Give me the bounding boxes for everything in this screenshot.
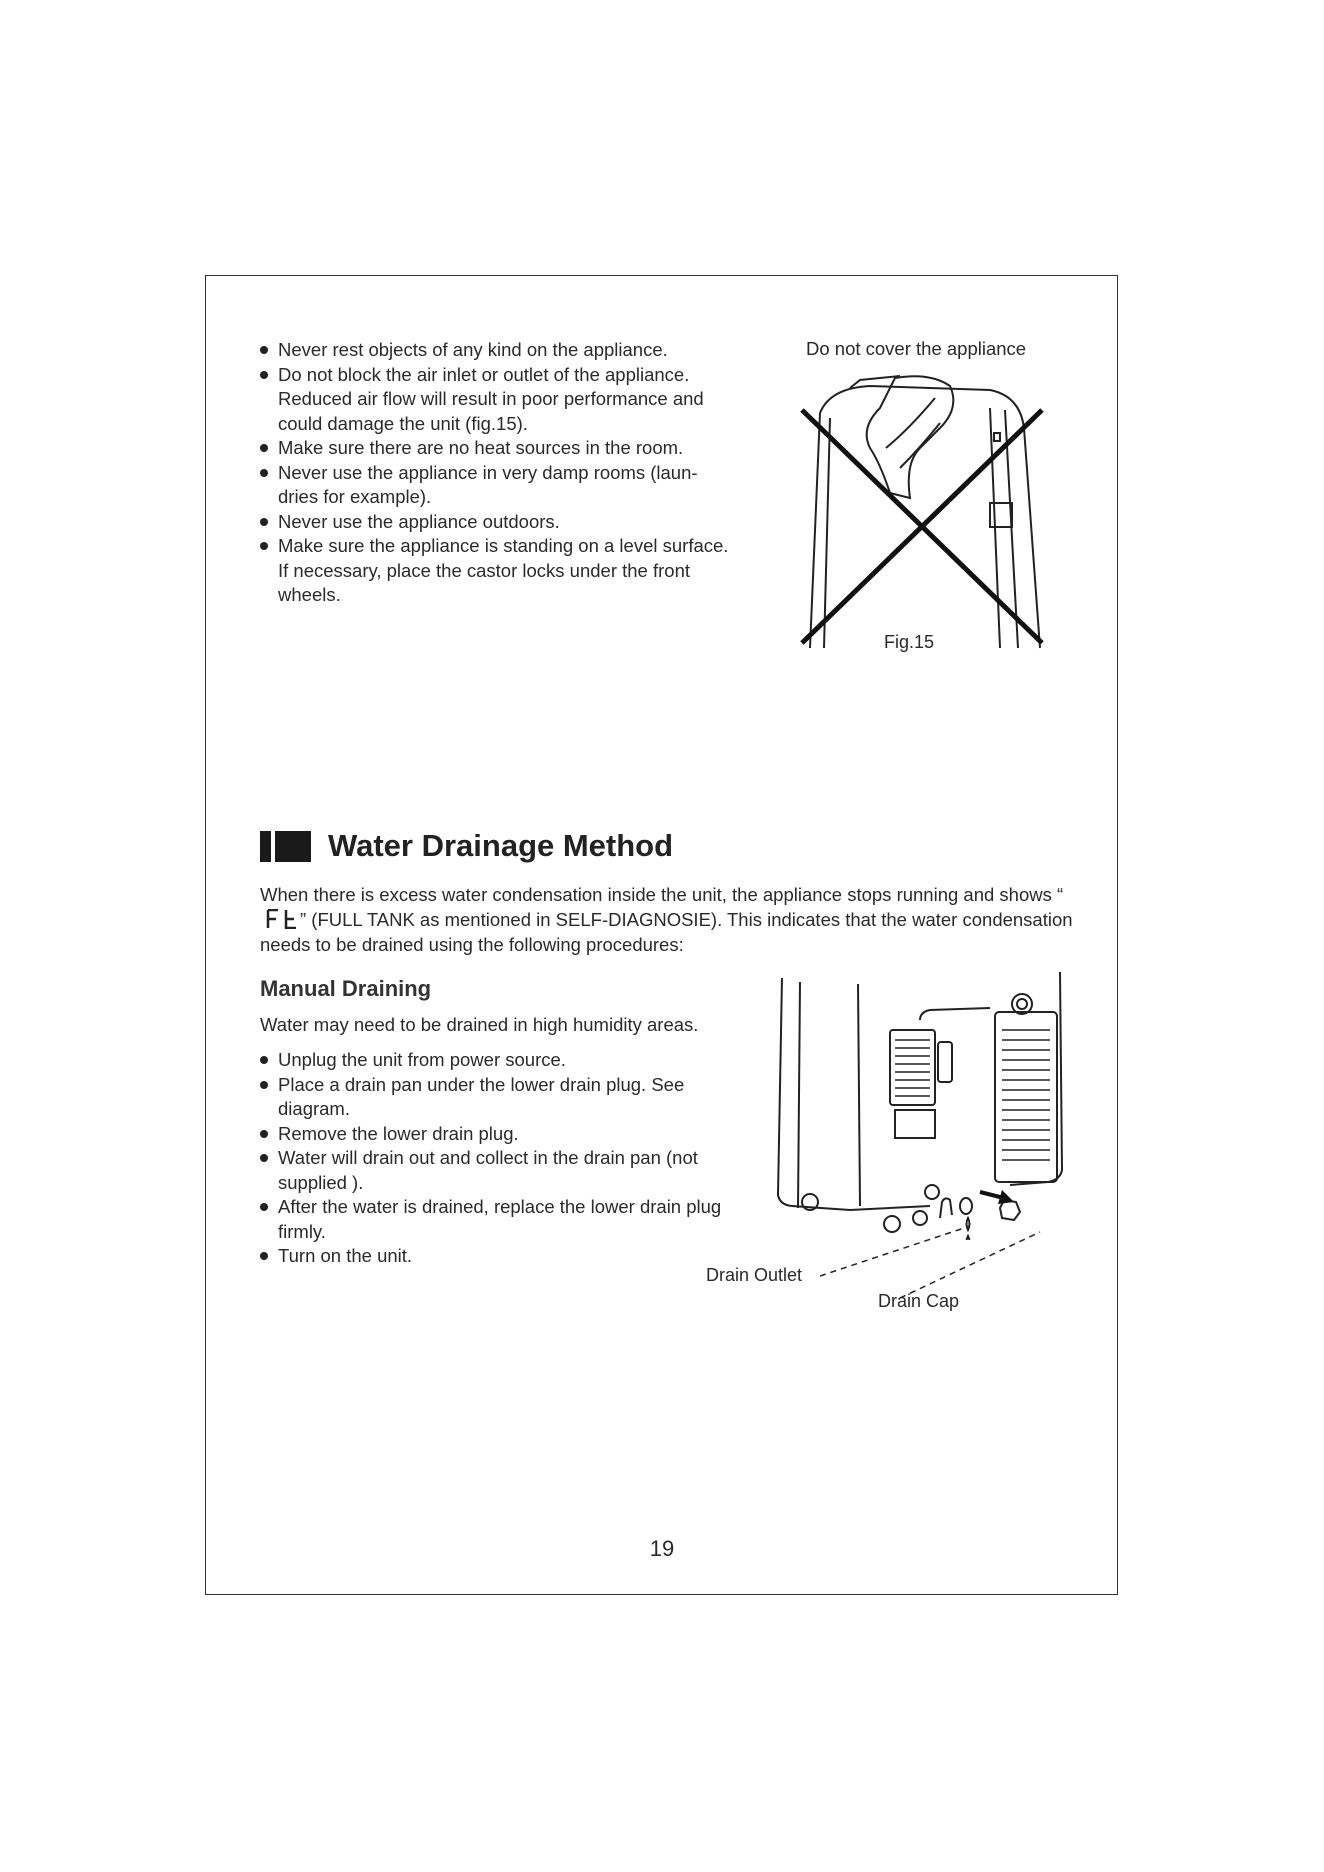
drain-outlet-label: Drain Outlet <box>706 1265 803 1285</box>
list-item: Never use the appliance in very damp rooms (laun-dries for example). <box>260 461 730 510</box>
manual-intro: Water may need to be drained in high humidity areas. <box>260 1014 699 1035</box>
figure15-caption: Do not cover the appliance <box>806 338 1027 359</box>
list-item: Do not block the air inlet or outlet of the appliance. Reduced air flow will result in poor performance and could damage the unit (fig.15). <box>260 363 730 437</box>
heading-marker <box>260 831 271 862</box>
precautions-list <box>260 338 730 608</box>
intro-text-part2: ” (FULL TANK as mentioned in SELF-DIAGNOSIE). This indicates that the water condensation needs to be drained using the following procedures: <box>260 909 1073 955</box>
draining-steps-list <box>260 1048 730 1269</box>
section-intro <box>260 882 1080 957</box>
list-item: Make sure the appliance is standing on a level surface. If necessary, place the castor locks under the front wheels. <box>260 534 730 608</box>
list-item: Unplug the unit from power source. <box>260 1048 730 1073</box>
section-title: Water Drainage Method <box>328 828 674 863</box>
callout-leader-lines <box>820 1220 1060 1300</box>
list-item: Place a drain pan under the lower drain plug. See diagram. <box>260 1073 730 1122</box>
full-tank-display-icon <box>260 909 300 929</box>
list-item: Never use the appliance outdoors. <box>260 510 730 535</box>
covered-appliance-illustration <box>790 368 1050 658</box>
subsection-title: Manual Draining <box>260 976 432 1001</box>
drain-outlet-illustration <box>770 970 1080 1240</box>
list-item: Turn on the unit. <box>260 1244 730 1269</box>
list-item: Make sure there are no heat sources in the room. <box>260 436 730 461</box>
list-item: Remove the lower drain plug. <box>260 1122 730 1147</box>
intro-text-part1: When there is excess water condensation inside the unit, the appliance stops running and shows “ <box>260 884 1064 905</box>
figure15-label: Fig.15 <box>884 632 935 652</box>
section-heading <box>260 826 673 866</box>
list-item: After the water is drained, replace the lower drain plug firmly. <box>260 1195 730 1244</box>
page-number: 19 <box>649 1536 675 1561</box>
drain-cap-label: Drain Cap <box>878 1291 960 1311</box>
heading-marker <box>275 831 311 862</box>
list-item: Water will drain out and collect in the drain pan (not supplied ). <box>260 1146 730 1195</box>
list-item: Never rest objects of any kind on the appliance. <box>260 338 730 363</box>
